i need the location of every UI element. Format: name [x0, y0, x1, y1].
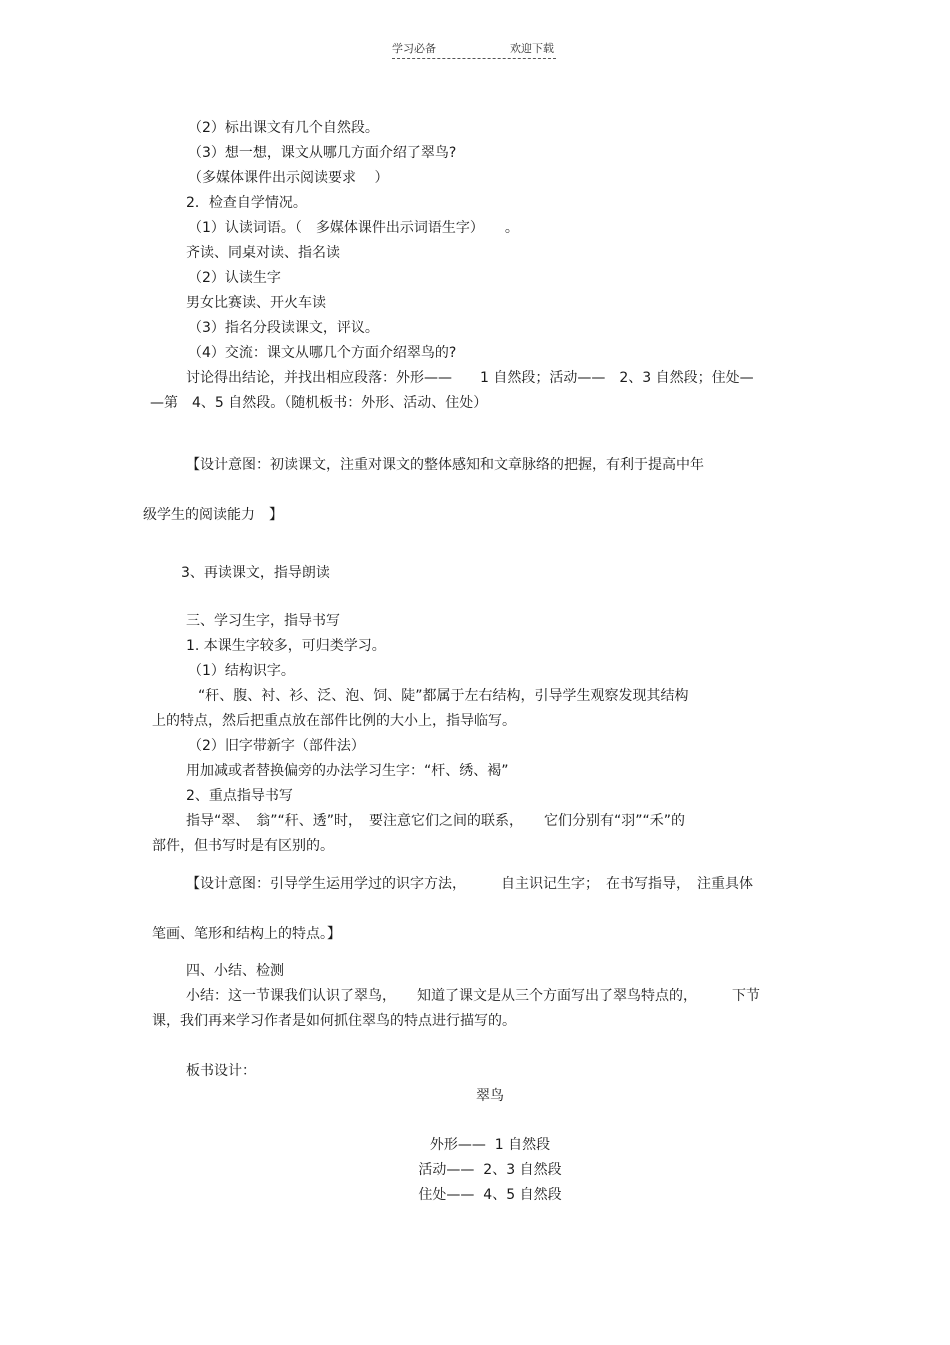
- text-line: 课，我们再来学习作者是如何抓住翠鸟的特点进行描写的。: [152, 1013, 516, 1029]
- design-intent-1-cont: 级学生的阅读能力 】: [143, 507, 283, 523]
- text-line: —第 4、5 自然段。（随机板书：外形、活动、住处）: [150, 395, 488, 411]
- text-line: 男女比赛读、开火车读: [186, 295, 326, 311]
- text-line: （3）指名分段读课文，评议。: [188, 320, 379, 336]
- text-line: （2）标出课文有几个自然段。: [188, 120, 379, 136]
- text-line: 上的特点，然后把重点放在部件比例的大小上，指导临写。: [152, 713, 516, 729]
- text-line: 2．检查自学情况。: [186, 195, 307, 211]
- design-intent-2: 【设计意图：引导学生运用学过的识字方法， 自主识记生字； 在书写指导， 注重具体: [186, 876, 753, 892]
- text-line: （3）想一想，课文从哪几方面介绍了翠鸟?: [188, 145, 457, 161]
- text-line: 用加减或者替换偏旁的办法学习生字：“杆、绣、褐”: [186, 763, 509, 779]
- text-line: 指导“翠、 翁”“秆、透”时， 要注意它们之间的联系， 它们分别有“羽”“禾”的: [186, 813, 686, 829]
- text-line: 部件，但书写时是有区别的。: [152, 838, 334, 854]
- page-header: [392, 40, 556, 59]
- text-line: 2、重点指导书写: [186, 788, 293, 804]
- design-intent-1: 【设计意图：初读课文，注重对课文的整体感知和文章脉络的把握，有利于提高中年: [186, 457, 704, 473]
- text-line: （2）旧字带新字（部件法）: [188, 738, 365, 754]
- text-line: 1. 本课生字较多，可归类学习。: [186, 638, 386, 654]
- text-line: “秆、腹、衬、衫、泛、泡、饲、陡”都属于左右结构，引导学生观察发现其结构: [198, 688, 689, 704]
- text-line: 齐读、同桌对读、指名读: [186, 245, 340, 261]
- text-line: （2）认读生字: [188, 270, 281, 286]
- header-left-text: 学习必备: [392, 42, 436, 55]
- text-line: 小结：这一节课我们认识了翠鸟， 知道了课文是从三个方面写出了翠鸟特点的， 下节: [186, 988, 760, 1004]
- board-row: 外形—— 1 自然段: [429, 1137, 551, 1153]
- section-heading: 三、学习生字，指导书写: [186, 613, 340, 629]
- board-title: 翠鸟: [476, 1088, 504, 1104]
- text-line: （1）认读词语。（ 多媒体课件出示词语生字） 。: [188, 220, 519, 236]
- text-line: 3、再读课文，指导朗读: [181, 565, 330, 581]
- text-line: （4）交流：课文从哪几个方面介绍翠鸟的?: [188, 345, 457, 361]
- board-row: 住处—— 4、5 自然段: [418, 1187, 562, 1203]
- text-line: 讨论得出结论，并找出相应段落：外形—— 1 自然段；活动—— 2、3 自然段；住处—: [186, 370, 754, 386]
- board-row: 活动—— 2、3 自然段: [418, 1162, 562, 1178]
- header-right-text: 欢迎下载: [510, 42, 554, 55]
- text-line: （1）结构识字。: [188, 663, 295, 679]
- board-design-label: 板书设计：: [186, 1063, 256, 1079]
- design-intent-2-cont: 笔画、笔形和结构上的特点。】: [152, 926, 341, 942]
- text-line: （多媒体课件出示阅读要求 ）: [188, 170, 389, 186]
- section-heading: 四、小结、检测: [186, 963, 284, 979]
